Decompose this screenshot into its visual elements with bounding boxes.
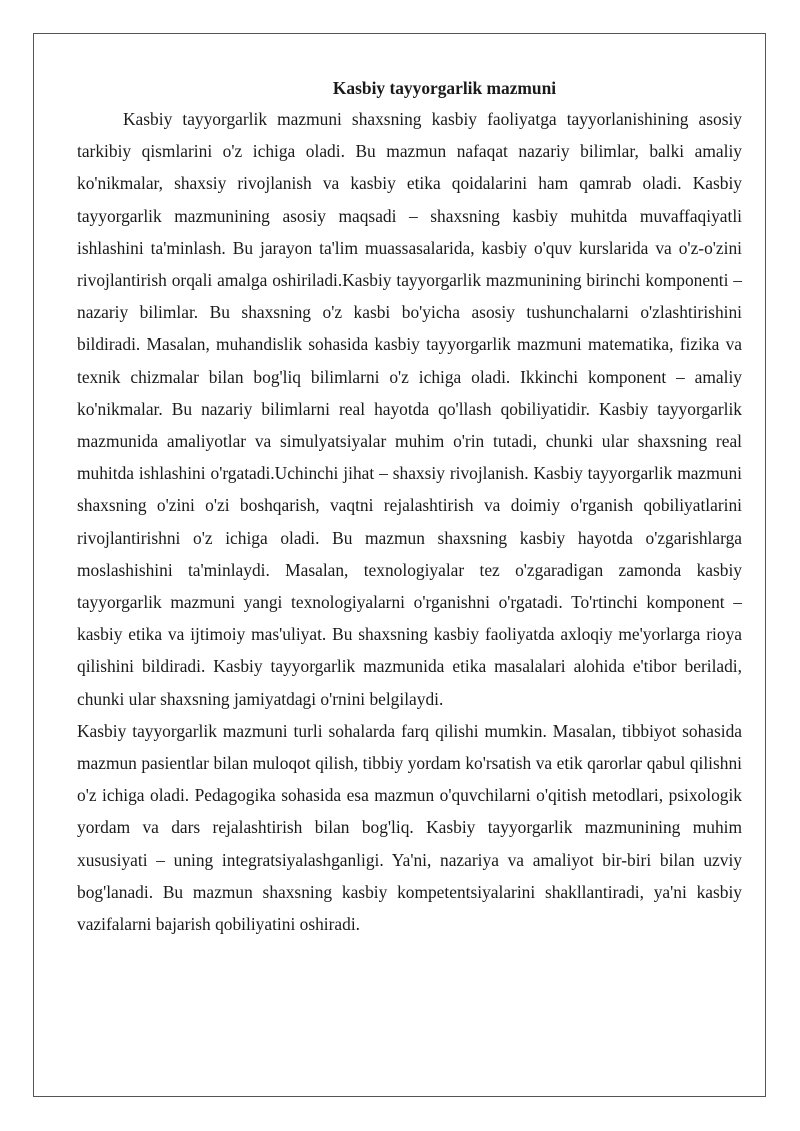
paragraph-2: Kasbiy tayyorgarlik mazmuni turli sohalarda farq qilishi mumkin. Masalan, tibbiyot sohasida mazmun pasientlar bilan muloqot qilish, tibbiy yordam ko'rsatish va etik qarorlar qabul qilishni o'z ichiga oladi. Pedagogika sohasida esa mazmun o'quvchilarni o'qitish metodlari, psixologik yordam va dars rejalashtirish bilan bog'liq. Kasbiy tayyorgarlik mazmunining muhim xususiyati – uning integratsiyalashganligi. Ya'ni, nazariya va amaliyot bir-biri bilan uzviy bog'lanadi. Bu mazmun shaxsning kasbiy kompetentsiyalarini shakllantiradi, ya'ni kasbiy vazifalarni bajarish qobiliyatini oshiradi. bbox=[77, 720, 742, 935]
document-title: Kasbiy tayyorgarlik mazmuni bbox=[332, 78, 557, 98]
document-body bbox=[77, 73, 742, 940]
paragraph-1: Kasbiy tayyorgarlik mazmuni shaxsning kasbiy faoliyatga tayyorlanishining asosiy tarkibiy qismlarini o'z ichiga oladi. Bu mazmun nafaqat nazariy bilimlar, balki amaliy ko'nikmalar, shaxsiy rivojlanish va kasbiy etika qoidalarini ham qamrab oladi. Kasbiy tayyorgarlik mazmunining asosiy maqsadi – shaxsning kasbiy muhitda muvaffaqiyatli ishlashini ta'minlash. Bu jarayon ta'lim muassasalarida, kasbiy o'quv kurslarida va o'z-o'zini rivojlantirish orqali amalga oshiriladi.Kasbiy tayyorgarlik mazmunining birinchi komponenti – nazariy bilimlar. Bu shaxsning o'z kasbi bo'yicha asosiy tushunchalarni o'zlashtirishini bildiradi. Masalan, muhandislik sohasida kasbiy tayyorgarlik mazmuni matematika, fizika va texnik chizmalar bilan bog'liq bilimlarni o'z ichiga oladi. Ikkinchi komponent – amaliy ko'nikmalar. Bu nazariy bilimlarni real hayotda qo'llash qobiliyatidir. Kasbiy tayyorgarlik mazmunida amaliyotlar va simulyatsiyalar muhim o'rin tutadi, chunki ular shaxsning real muhitda ishlashini o'rgatadi.Uchinchi jihat – shaxsiy rivojlanish. Kasbiy tayyorgarlik mazmuni shaxsning o'zini o'zi boshqarish, vaqtni rejalashtirish va doimiy o'rganish qobiliyatlarini rivojlantirishni o'z ichiga oladi. Bu mazmun shaxsning kasbiy hayotda o'zgarishlarga moslashishini ta'minlaydi. Masalan, texnologiyalar tez o'zgaradigan zamonda kasbiy tayyorgarlik mazmuni yangi texnologiyalarni o'rganishni o'rgatadi. To'rtinchi komponent – kasbiy etika va ijtimoiy mas'uliyat. Bu shaxsning kasbiy faoliyatda axloqiy me'yorlarga rioya qilishini bildiradi. Kasbiy tayyorgarlik mazmunida etika masalalari alohida e'tibor beriladi, chunki ular shaxsning jamiyatdagi o'rnini belgilaydi. bbox=[77, 109, 742, 709]
